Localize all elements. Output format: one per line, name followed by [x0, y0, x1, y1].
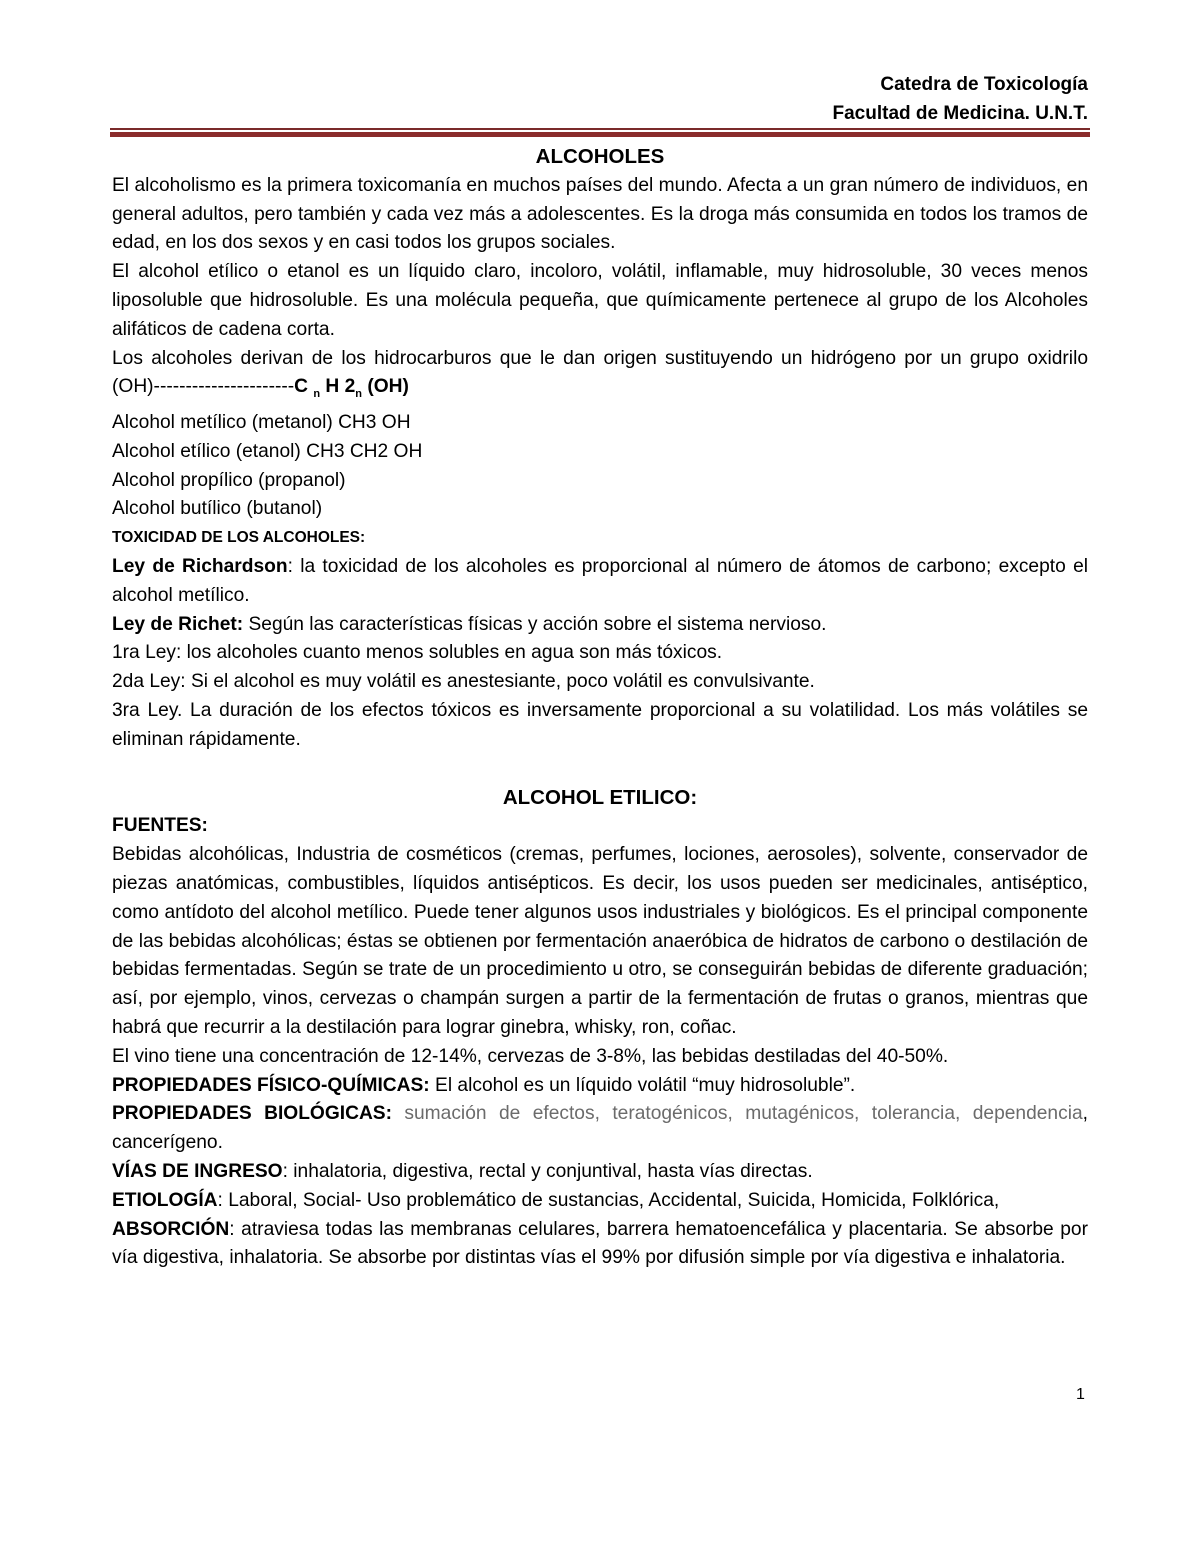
etiology: ETIOLOGÍA: Laboral, Social- Uso problemático de sustancias, Accidental, Suicida, Homicida, Folklórica,: [112, 1189, 1000, 1211]
alcohol-item: Alcohol propílico (propanol): [112, 469, 346, 491]
physicochemical-properties: PROPIEDADES FÍSICO-QUÍMICAS: El alcohol es un líquido volátil “muy hidrosoluble”.: [112, 1074, 856, 1096]
first-law: 1ra Ley: los alcoholes cuanto menos solubles en agua son más tóxicos.: [112, 642, 723, 664]
header-rule-thick: [110, 132, 1090, 137]
paragraph-ethanol: El alcohol etílico o etanol es un líquido claro, incoloro, volátil, inflamable, muy hidrosoluble, 30 veces menos liposoluble que hidrosoluble. Es una molécula pequeña, que químicamente pertenece al grupo de los Alcoholes alifáticos de cadena corta.: [112, 261, 1088, 340]
header-faculty: Facultad de Medicina. U.N.T.: [832, 103, 1088, 124]
header-department: Catedra de Toxicología: [880, 74, 1088, 95]
routes-of-entry: VÍAS DE INGRESO: inhalatoria, digestiva, rectal y conjuntival, hasta vías directas.: [112, 1160, 813, 1182]
sources-heading: FUENTES:: [112, 815, 208, 837]
alcohol-item: Alcohol etílico (etanol) CH3 CH2 OH: [112, 440, 423, 462]
header-rule-thin: [110, 128, 1090, 130]
richardson-law: Ley de Richardson: la toxicidad de los alcoholes es proporcional al número de átomos de carbono; excepto el alcohol metílico.: [112, 555, 1088, 606]
page-number: 1: [1076, 1386, 1085, 1403]
alcohol-item: Alcohol metílico (metanol) CH3 OH: [112, 412, 411, 433]
paragraph-derivation: [112, 345, 1088, 409]
biological-properties: PROPIEDADES BIOLÓGICAS: sumación de efectos, teratogénicos, mutagénicos, tolerancia, dependencia, cancerígeno.: [112, 1103, 1088, 1154]
paragraph-alcoholism: El alcoholismo es la primera toxicomanía en muchos países del mundo. Afecta a un gran número de individuos, en general adultos, pero también y cada vez más a adolescentes. Es la droga más consumida en todos los tramos de edad, en los dos sexos y en casi todos los grupos sociales.: [112, 174, 1088, 254]
document-body: [112, 143, 1088, 1273]
concentration-paragraph: El vino tiene una concentración de 12-14%, cervezas de 3-8%, las bebidas destiladas del 40-50%.: [112, 1045, 949, 1067]
general-formula: C $_n$ H $2_n$ (OH): [294, 376, 409, 401]
section-title-alcoholes: ALCOHOLES: [535, 145, 665, 168]
richet-law: Ley de Richet: Según las características físicas y acción sobre el sistema nervioso.: [112, 613, 827, 635]
absorption: ABSORCIÓN: atraviesa todas las membranas celulares, barrera hematoencefálica y placentaria. Se absorbe por vía digestiva, inhalatoria. Se absorbe por distintas vías el 99% por difusión simple por vía digestiva e inhalatoria.: [112, 1218, 1088, 1269]
section-title-alcohol-etilico: ALCOHOL ETILICO:: [502, 785, 698, 809]
page-header: [833, 70, 1089, 128]
second-law: 2da Ley: Si el alcohol es muy volátil es anestesiante, poco volátil es convulsivante.: [112, 671, 815, 693]
alcohol-item: Alcohol butílico (butanol): [112, 498, 323, 520]
toxicity-heading: TOXICIDAD DE LOS ALCOHOLES:: [112, 529, 366, 547]
sources-paragraph: Bebidas alcohólicas, Industria de cosméticos (cremas, perfumes, lociones, aerosoles), solvente, conservador de piezas anatómicas, combustibles, líquidos antisépticos. Es decir, los usos pueden ser medicinales, antiséptico, como antídoto del alcohol metílico. Puede tener algunos usos industriales y biológicos. Es el principal componente de las bebidas alcohólicas; éstas se obtienen por fermentación anaeróbica de hidratos de carbono o destilación de bebidas fermentadas. Según se trate de un procedimiento u otro, se conseguirán bebidas de diferente graduación; así, por ejemplo, vinos, cervezas o champán surgen a partir de la fermentación de frutas o granos, mientras que habrá que recurrir a la destilación para lograr ginebra, whisky, ron, coñac.: [112, 844, 1088, 1038]
third-law: 3ra Ley. La duración de los efectos tóxicos es inversamente proporcional a su volatilidad. Los más volátiles se eliminan rápidamente.: [112, 699, 1088, 750]
derivation-text: Los alcoholes derivan de los hidrocarburos que le dan origen sustituyendo un hidrógeno por un grupo oxidrilo (OH)----------------------: [112, 347, 1088, 398]
section-spacer: [112, 755, 1088, 784]
